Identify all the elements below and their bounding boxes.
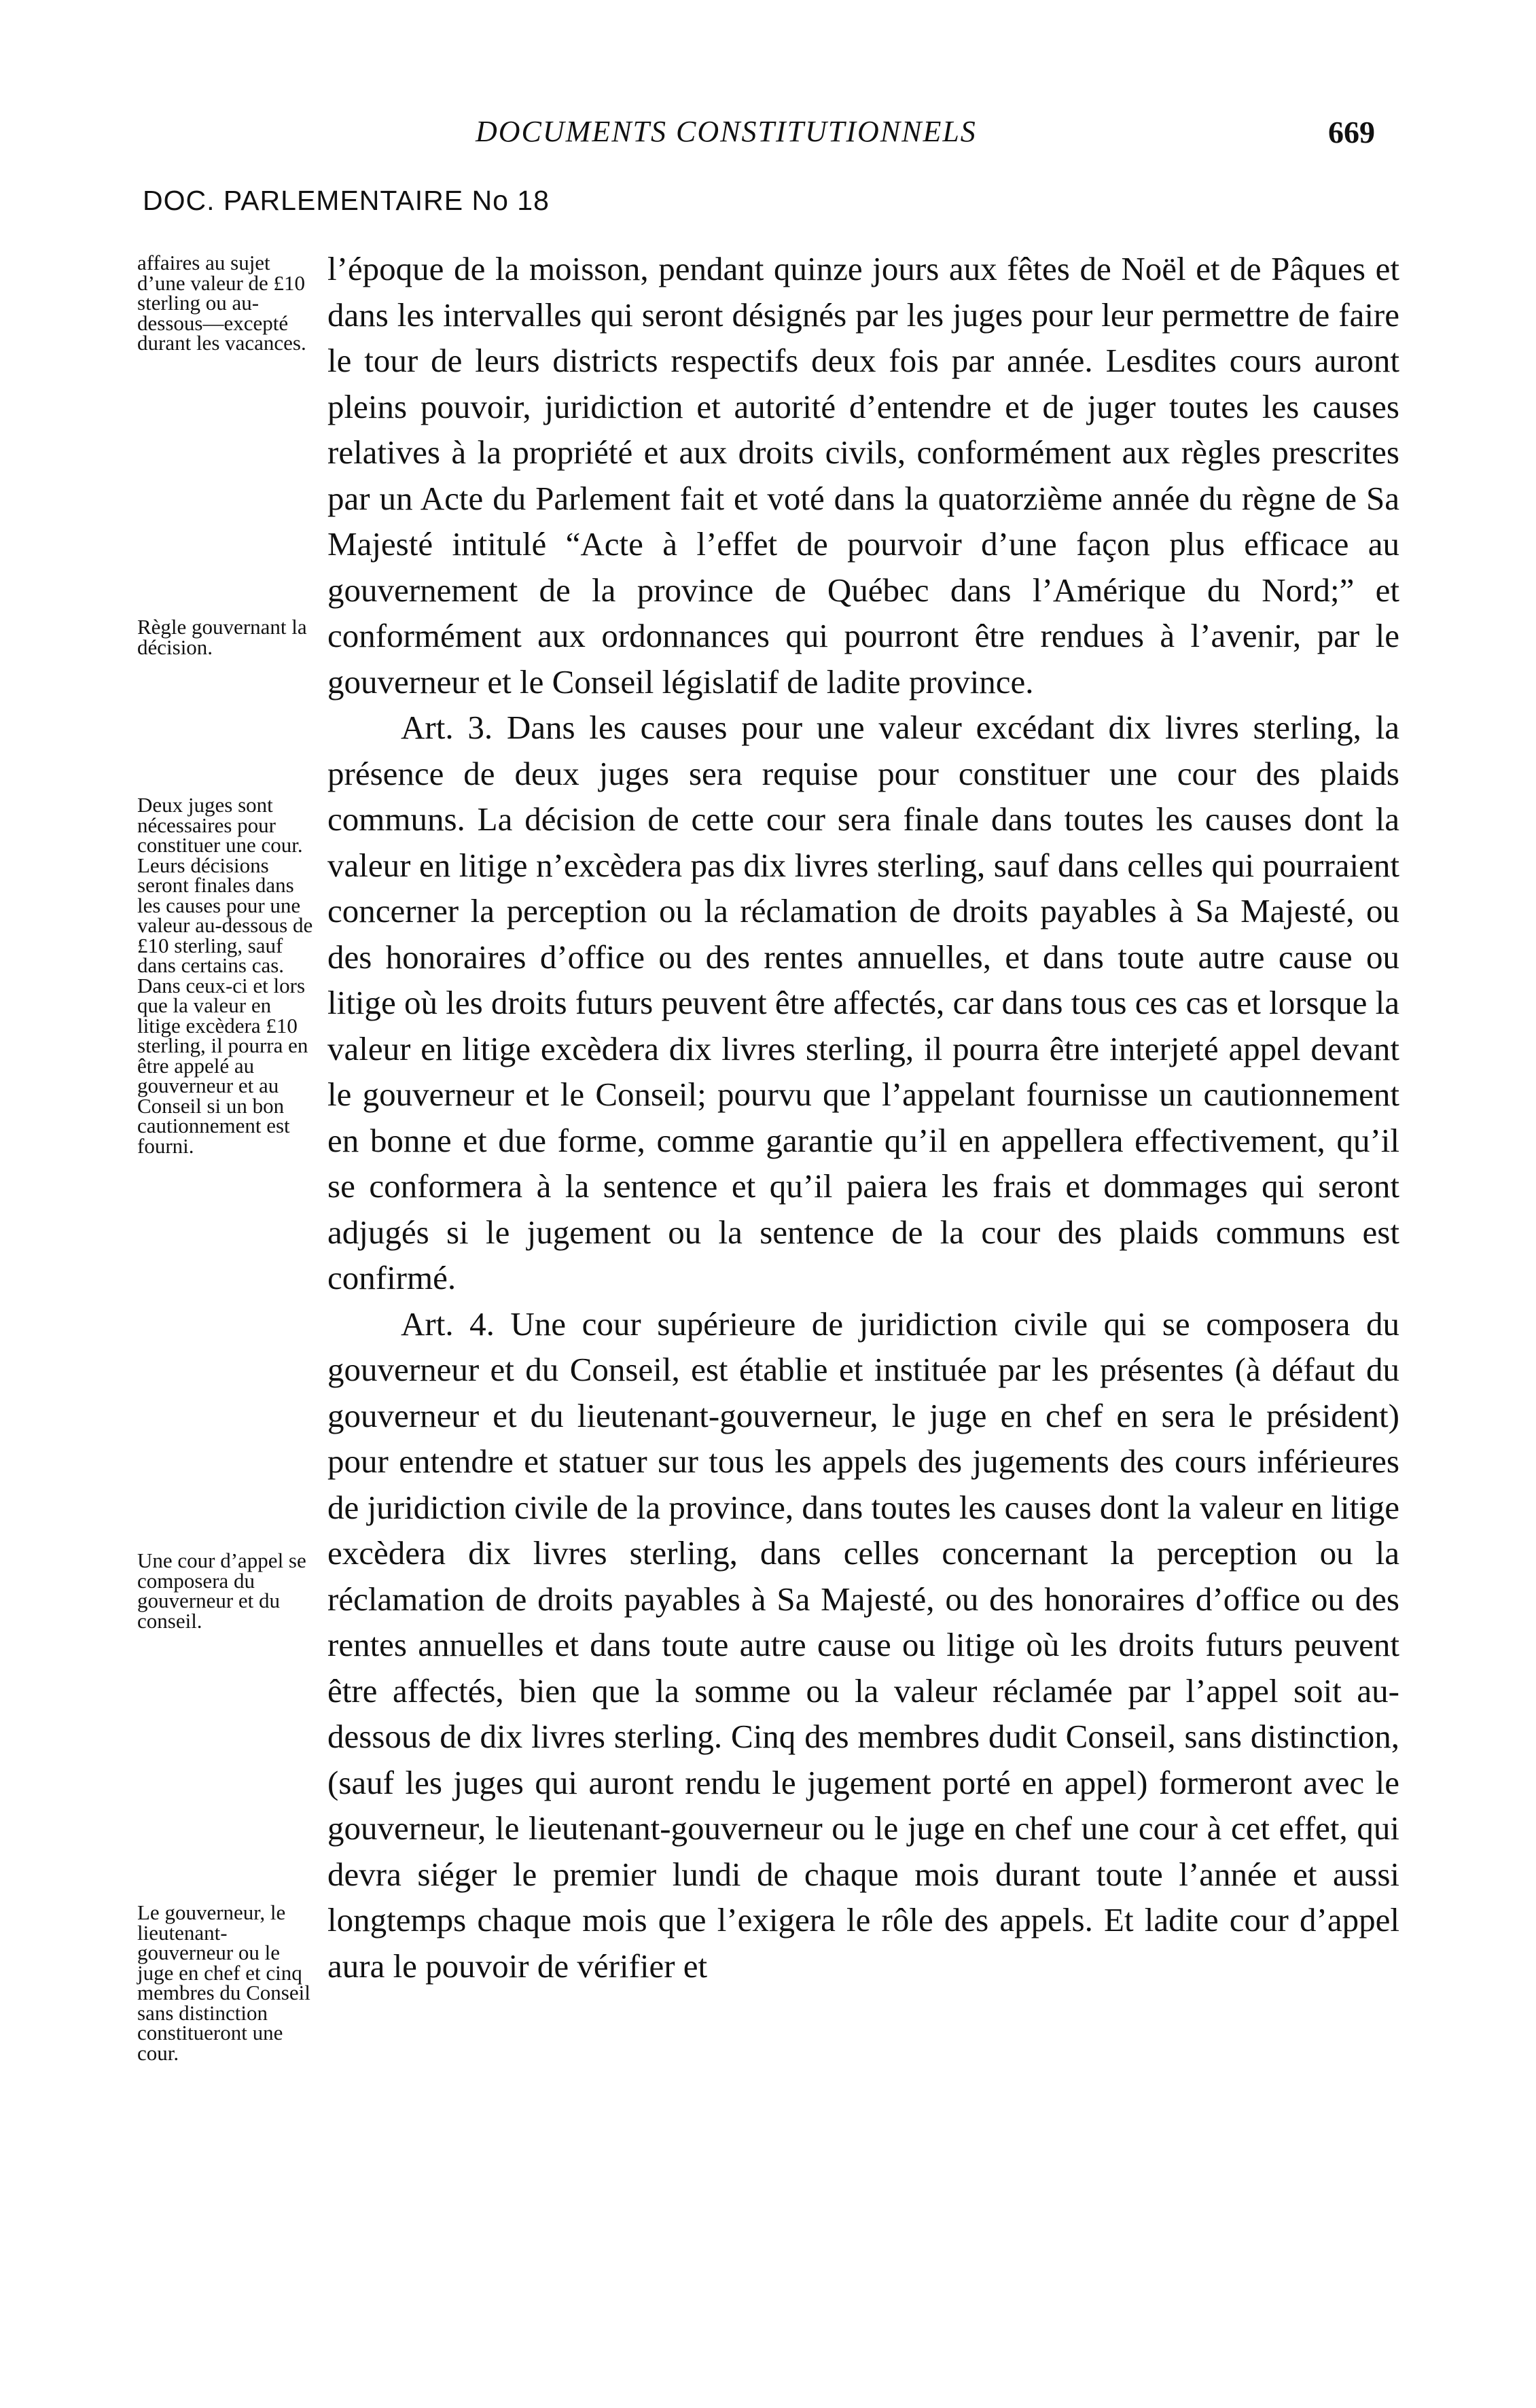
page-number: 669 [1328, 115, 1375, 149]
document-label: DOC. PARLEMENTAIRE No 18 [143, 185, 550, 216]
margin-note: Deux juges sont nécessaires pour constituer une cour. Leurs décisions seront finales dans les causes pour une valeur au-dessous de £10 sterling, sauf dans certains cas. Dans ceux-ci et lors que la valeur en litige excèdera £10 sterling, il pourra en être appelé au gouverneur et au Conseil si un bon cautionnement est fourni. [137, 793, 313, 1158]
running-title: DOCUMENTS CONSTITUTIONNELS [476, 115, 977, 148]
paragraph-article-4: Art. 4. Une cour supérieure de juridiction civile qui se composera du gouverneur et du Conseil, est établie et instituée par les présentes (à défaut du gouverneur et du lieutenant-gouverneur, le juge en chef en sera le président) pour entendre et statuer sur tous les appels des jugements des cours inférieures de juridiction civile de la province, dans toutes les causes dont la valeur en litige excèdera dix livres sterling, dans celles concernant la perception ou la réclamation de droits payables à Sa Majesté, ou des honoraires d’office ou des rentes annuelles et dans toute autre cause ou litige où les droits futurs peuvent être affectés, bien que la somme ou la valeur réclamée par l’appel soit au-dessous de dix livres sterling. Cinq des membres dudit Conseil, sans distinction, (sauf les juges qui auront rendu le jugement porté en appel) formeront avec le gouverneur, le lieutenant-gouverneur ou le juge en chef une cour à cet effet, qui devra siéger le premier lundi de chaque mois durant toute l’année et aussi longtemps chaque mois que l’exigera le rôle des appels. Et ladite cour d’appel aura le pouvoir de vérifier et [327, 1305, 1399, 1985]
margin-note: Le gouverneur, le lieutenant-gouverneur ou le juge en chef et cinq membres du Conseil sans distinction constitueront une cour. [137, 1900, 310, 2065]
paragraph-continuation: l’époque de la moisson, pendant quinze jours aux fêtes de Noël et de Pâques et dans les intervalles qui seront désignés par les juges pour leur permettre de faire le tour de leurs districts respectifs deux fois par année. Lesdites cours auront pleins pouvoir, juridiction et autorité d’entendre et de juger toutes les causes relatives à la propriété et aux droits civils, conformément aux règles prescrites par un Acte du Parlement fait et voté dans la quatorzième année du règne de Sa Majesté intitulé “Acte à l’effet de pourvoir d’une façon plus efficace au gouvernement de la province de Québec dans l’Amérique du Nord;” et conformément aux ordonnances qui pourront être rendues à l’avenir, par le gouverneur et le Conseil législatif de ladite province. [327, 250, 1399, 701]
margin-note: Une cour d’appel se composera du gouverneur et du conseil. [137, 1548, 306, 1633]
body-text [327, 246, 1399, 1989]
paragraph-article-3: Art. 3. Dans les causes pour une valeur excédant dix livres sterling, la présence de deux juges sera requise pour constituer une cour des plaids communs. La décision de cette cour sera finale dans toutes les causes dont la valeur en litige n’excèdera pas dix livres sterling, sauf dans celles qui pourraient concerner la perception ou la réclamation de droits payables à Sa Majesté, ou des honoraires d’office ou des rentes annuelles, et dans toute autre cause ou litige où les droits futurs peuvent être affectés, car dans tous ces cas et lorsque la valeur en litige excèdera dix livres sterling, il pourra être interjeté appel devant le gouverneur et le Conseil; pourvu que l’appelant fournisse un cautionnement en bonne et due forme, comme garantie qu’il en appellera effectivement, qu’il se conformera à la sentence et qu’il paiera les frais et dommages qui seront adjugés si le jugement ou la sentence de la cour des plaids communs est confirmé. [327, 709, 1399, 1296]
margin-note: affaires au sujet d’une valeur de £10 sterling ou au-dessous—excepté durant les vacances. [137, 251, 306, 355]
margin-note: Règle gouvernant la décision. [137, 615, 307, 659]
